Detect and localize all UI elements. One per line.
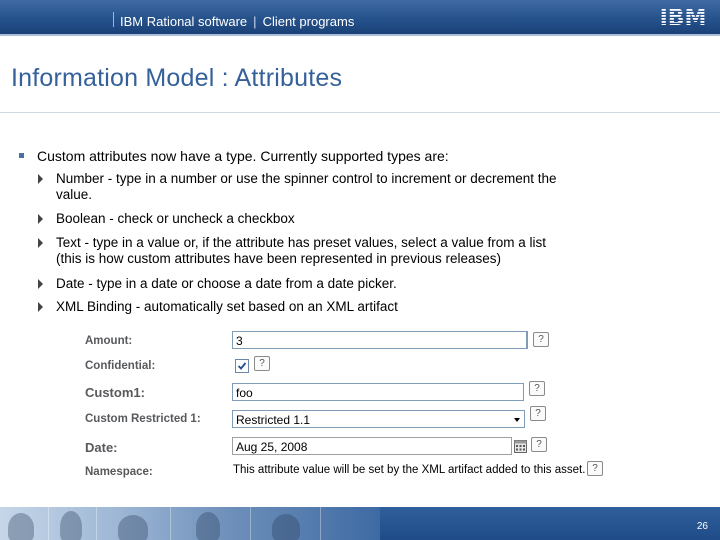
list-item-xml-binding: [56, 299, 398, 315]
help-icon[interactable]: ?: [533, 332, 549, 347]
person-photo: [8, 513, 34, 540]
photo-divider: [320, 507, 321, 540]
person-photo: [272, 514, 300, 540]
list-item-text: Text - type in a value or, if the attribute has preset values, select a value from a list: [56, 235, 546, 250]
calendar-icon[interactable]: [514, 440, 527, 453]
footer-photo-strip: [0, 507, 380, 540]
header-bar: [0, 0, 720, 34]
list-item-boolean: [56, 211, 295, 227]
list-item-text: value.: [56, 187, 93, 202]
confidential-checkbox[interactable]: [235, 359, 249, 373]
header-breadcrumb: [120, 14, 354, 29]
triangle-bullet-icon: [38, 302, 43, 312]
list-item-text: Number - type in a number or use the spinner control to increment or decrement the: [56, 171, 557, 186]
header-product: IBM Rational software: [120, 14, 248, 29]
photo-divider: [170, 507, 171, 540]
ibm-logo-text: IBM: [659, 6, 707, 28]
square-bullet-icon: [19, 153, 24, 158]
custom-restricted-value: Restricted 1.1: [236, 413, 311, 427]
confidential-label: Confidential:: [85, 360, 156, 372]
namespace-label: Namespace:: [85, 466, 153, 478]
help-icon[interactable]: ?: [254, 356, 270, 371]
custom1-text-field[interactable]: [232, 383, 524, 401]
header-section: Client programs: [262, 14, 355, 29]
person-photo: [196, 512, 220, 540]
header-divider: [113, 12, 114, 27]
amount-spinner-input[interactable]: [232, 331, 528, 349]
title-divider: [0, 112, 720, 113]
person-photo: [60, 511, 82, 540]
list-item-date: [56, 276, 397, 292]
help-icon[interactable]: ?: [530, 406, 546, 421]
date-value: Aug 25, 2008: [236, 440, 308, 454]
person-photo: [118, 515, 148, 540]
date-field[interactable]: [232, 437, 512, 455]
help-icon[interactable]: ?: [529, 381, 545, 396]
checkmark-icon: [237, 361, 247, 371]
amount-label: Amount:: [85, 335, 133, 347]
date-label: Date:: [85, 440, 118, 455]
photo-divider: [96, 507, 97, 540]
photo-divider: [250, 507, 251, 540]
amount-value: 3: [236, 334, 243, 348]
intro-text: Custom attributes now have a type. Currently supported types are:: [37, 148, 449, 164]
list-item-text: (this is how custom attributes have been represented in previous releases): [56, 251, 501, 266]
help-icon[interactable]: ?: [531, 437, 547, 452]
intro-bullet: [19, 148, 449, 164]
header-separator: |: [253, 14, 257, 29]
list-item-text: XML Binding - automatically set based on an XML artifact: [56, 299, 398, 314]
footer-bar: [380, 507, 720, 540]
list-item-number: [56, 171, 557, 203]
footer: [0, 507, 720, 540]
spinner-control[interactable]: [526, 332, 527, 348]
page-number: 26: [696, 521, 708, 532]
chevron-down-icon[interactable]: [514, 418, 520, 422]
photo-divider: [48, 507, 49, 540]
custom1-value: foo: [236, 386, 253, 400]
custom-restricted-select[interactable]: [232, 410, 525, 428]
triangle-bullet-icon: [38, 238, 43, 248]
ibm-logo: [656, 6, 710, 28]
custom-restricted-label: Custom Restricted 1:: [85, 413, 201, 425]
header-rule: [0, 34, 720, 36]
triangle-bullet-icon: [38, 214, 43, 224]
page-title: Information Model : Attributes: [11, 64, 343, 92]
namespace-xml-binding-text: This attribute value will be set by the XML artifact added to this asset.: [233, 464, 586, 476]
help-icon[interactable]: ?: [587, 461, 603, 476]
list-item-text-type: [56, 235, 546, 267]
list-item-text: Date - type in a date or choose a date from a date picker.: [56, 276, 397, 291]
list-item-text: Boolean - check or uncheck a checkbox: [56, 211, 295, 226]
triangle-bullet-icon: [38, 279, 43, 289]
custom1-label: Custom1:: [85, 385, 145, 400]
triangle-bullet-icon: [38, 174, 43, 184]
